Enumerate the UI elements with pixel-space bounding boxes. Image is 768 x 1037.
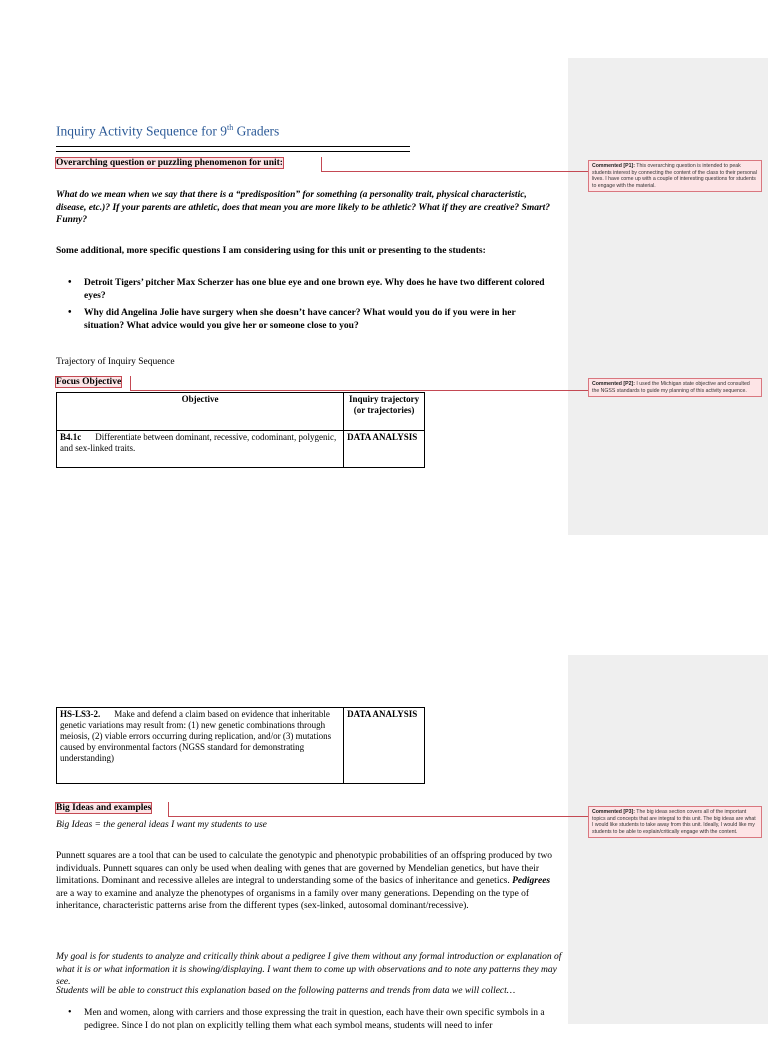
list-item: • Detroit Tigers’ pitcher Max Scherzer has one blue eye and one brown eye. Why does he have two different colored eyes? (66, 277, 556, 302)
comments-pane (568, 655, 768, 1024)
comment-p2[interactable] (588, 378, 762, 397)
comment-p1[interactable] (588, 160, 762, 192)
comment-label: Commented [P3]: (592, 809, 635, 815)
comment-anchor (321, 157, 322, 171)
comment-connector (130, 390, 588, 391)
objective-cell (57, 708, 344, 784)
overarching-label[interactable]: Overarching question or puzzling phenomenon for unit: (56, 158, 283, 168)
comment-anchor (168, 802, 169, 816)
comment-connector (321, 171, 588, 172)
comment-label: Commented [P1]: (592, 163, 635, 169)
title-rule (56, 146, 410, 147)
comments-pane (568, 58, 768, 535)
comment-anchor (130, 376, 131, 390)
objective-text: Make and defend a claim based on evidence that inheritable genetic variations may result from: (1) new genetic combinations through meiosis, (2) viable errors occurring during replication, and/or (3) mutations caused by environmental factors (NGSS standard for demonstrating understanding) (60, 709, 332, 763)
big-ideas-heading (56, 803, 151, 813)
table-row (57, 708, 425, 784)
big-ideas-label[interactable]: Big Ideas and examples (56, 803, 152, 813)
comment-label: Commented [P2]: (592, 381, 635, 387)
document-title: Inquiry Activity Sequence for 9th Graders (56, 123, 280, 139)
document-page-2 (0, 655, 768, 1031)
overarching-question: What do we mean when we say that there is a “predisposition” for something (a personality trait, physical characteristic, disease, etc.)? If your parents are athletic, does that mean you are more likely to be athletic? What if they are creative? Smart? Funny? (56, 190, 551, 225)
punnett-paragraph: Punnett squares are a tool that can be used to calculate the genotypic and phenotypic probabilities of an offspring produced by two individuals. Punnett squares can only be used when dealing with genes that are governed by Mendelian genetics, but have their limitations. Dominant and recessive alleles are integral to understanding some of the basics of inheritance and genetics. Pedigrees are a way to examine and analyze the phenotypes of organisms in a family over many generations. Depending on the type of inheritance, characteristic patterns arise from the different types (sex-linked, autosomal dominant/recessive). (56, 851, 553, 911)
overarching-heading (56, 158, 283, 168)
list-item: • Men and women, along with carriers and those expressing the trait in question, each have their own specific symbols in a pedigree. Since I do not plan on explicitly telling them what each symbol means, students will need to infer (66, 1007, 556, 1032)
comment-text: The big ideas section covers all of the important topics and concepts that are integral to this unit. The big ideas are what I would like students to take away from this unit. Ideally, I would like my students to be able to explain/critically engage with the content. (592, 809, 756, 835)
goal-paragraph: My goal is for students to analyze and critically think about a pedigree I give them without any formal introduction or explanation of what it is or what information it is showing/displaying. I want them to come up with observations and to note any patterns they may see. (56, 952, 562, 987)
column-header-trajectory: Inquiry trajectory (or trajectories) (344, 393, 425, 431)
objective-text: Differentiate between dominant, recessive, codominant, polygenic, and sex-linked traits. (60, 432, 337, 453)
trajectory-cell: DATA ANALYSIS (344, 431, 425, 468)
objective-code: B4.1c (60, 432, 82, 442)
objective-code: HS-LS3-2. (60, 709, 101, 719)
pedigrees-term: Pedigrees (512, 876, 551, 886)
pattern-list (66, 1007, 556, 1037)
additional-questions-intro: Some additional, more specific questions I am considering using for this unit or presenting to the students: (56, 246, 486, 256)
question-list (66, 277, 556, 337)
objectives-table (56, 392, 425, 468)
table-header-row (57, 393, 425, 431)
trajectory-heading: Trajectory of Inquiry Sequence (56, 357, 175, 367)
comment-text: I used the Michigan state objective and consulted the NGSS standards to guide my planning of this activity sequence. (592, 381, 750, 394)
comment-p3[interactable] (588, 806, 762, 838)
column-header-objective: Objective (57, 393, 344, 431)
comment-connector (168, 816, 588, 817)
objectives-table-continued (56, 707, 425, 784)
trajectory-cell: DATA ANALYSIS (344, 708, 425, 784)
objective-cell (57, 431, 344, 468)
construct-paragraph: Students will be able to construct this explanation based on the following patterns and trends from data we will collect… (56, 986, 516, 996)
comment-text: This overarching question is intended to peak students interest by connecting the content of the class to their personal lives. I have come up with a couple of interesting questions for students to engage with the material. (592, 163, 757, 189)
page-break (0, 560, 768, 655)
big-ideas-definition: Big Ideas = the general ideas I want my students to use (56, 820, 267, 830)
focus-objective-heading (56, 377, 121, 387)
title-rule (56, 151, 410, 152)
list-item: • Why did Angelina Jolie have surgery when she doesn’t have cancer? What would you do if you were in her situation? What advice would you give her or someone close to you? (66, 307, 556, 332)
focus-objective-label[interactable]: Focus Objective (56, 377, 122, 387)
table-row (57, 431, 425, 468)
